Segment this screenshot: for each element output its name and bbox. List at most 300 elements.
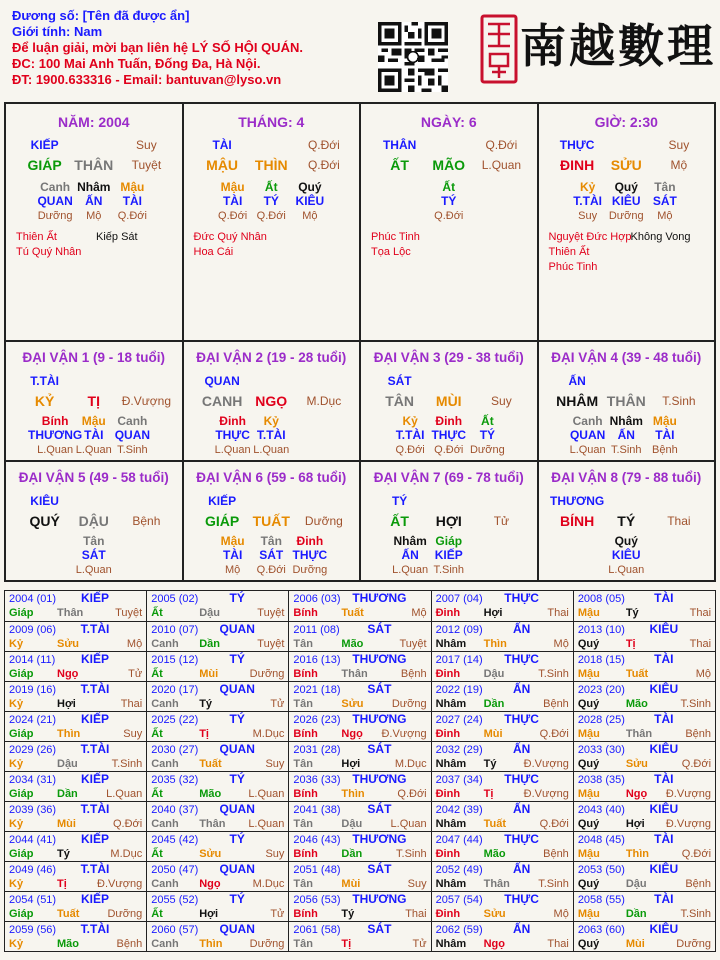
year-star: THƯƠNG: [352, 892, 407, 906]
year-cell: [574, 802, 715, 831]
hidden-star: TÝ: [441, 194, 457, 208]
year-label: 2032 (29): [435, 744, 483, 756]
year-stage: Q.Đới: [681, 758, 712, 770]
dai-van-title: ĐẠI VẬN 2 (19 - 28 tuổi): [196, 350, 347, 365]
dai-van-stem: BÍNH: [559, 513, 595, 529]
year-stem: Bính: [293, 908, 318, 920]
year-stem: Tân: [293, 878, 313, 890]
year-star: THƯƠNG: [352, 832, 407, 846]
dai-van-title: ĐẠI VẬN 6 (59 - 68 tuổi): [196, 470, 347, 485]
year-stem: Ất: [151, 668, 163, 680]
hidden-stage: Dưỡng: [292, 564, 328, 576]
year-stem: Nhâm: [435, 878, 467, 890]
hidden-stage: T.Sinh: [117, 444, 148, 456]
year-stage: Mộ: [126, 638, 143, 650]
year-star: ẤN: [512, 802, 531, 816]
chart-grid: [4, 102, 716, 582]
year-row: [5, 681, 715, 711]
year-stage: T.Sinh: [680, 698, 712, 710]
year-cell: [574, 892, 715, 921]
phone-email: ĐT: 1900.633316 - Email: bantuvan@lyso.vn: [12, 72, 282, 87]
year-stem: Tân: [293, 938, 313, 950]
year-stage: Bệnh: [685, 878, 712, 890]
hidden-star: KIÊU: [611, 194, 641, 208]
year-stage: Thai: [547, 938, 569, 950]
year-star: KIẾP: [80, 591, 110, 605]
year-label: 2042 (39): [435, 804, 483, 816]
hidden-star: SÁT: [652, 194, 677, 208]
year-stem: Bính: [293, 788, 318, 800]
year-stem: Canh: [151, 698, 179, 710]
year-star: KIẾP: [80, 892, 110, 906]
earthly-branch: SỬU: [610, 157, 642, 173]
year-stem: Mậu: [577, 668, 600, 680]
year-branch: Hợi: [341, 758, 361, 770]
year-label: 2020 (17): [151, 684, 199, 696]
hidden-stage: L.Quan: [37, 444, 74, 456]
year-stem: Mậu: [577, 848, 600, 860]
year-label: 2051 (48): [293, 864, 341, 876]
year-branch: Ngọ: [57, 668, 79, 680]
year-branch: Tý: [199, 698, 213, 710]
hidden-stem: Kỷ: [402, 414, 418, 428]
branch-stage: Tuyệt: [131, 158, 162, 172]
hidden-stage: Dưỡng: [608, 210, 644, 222]
hidden-star: TÀI: [122, 194, 143, 208]
year-cell: [432, 591, 574, 621]
hidden-stage: Mộ: [302, 210, 318, 222]
year-stem: Quý: [577, 818, 600, 830]
year-stage: Q.Đới: [397, 788, 427, 800]
year-stage: Mộ: [695, 668, 712, 680]
year-star: TÝ: [229, 832, 245, 846]
dai-van-star: SÁT: [387, 374, 412, 388]
year-stage: Tuyệt: [399, 638, 427, 650]
year-cell: [147, 802, 289, 831]
year-stem: Kỷ: [9, 938, 24, 950]
year-cell: [432, 622, 574, 651]
year-cell: [432, 682, 574, 711]
year-label: 2052 (49): [435, 864, 483, 876]
hidden-stem: Canh: [117, 414, 148, 428]
year-stem: Canh: [151, 878, 179, 890]
year-stage: Đ.Vượng: [523, 758, 569, 770]
year-branch: Thìn: [199, 938, 223, 950]
year-star: T.TÀI: [80, 622, 110, 636]
stem-star: THỰC: [559, 138, 595, 152]
year-stem: Ất: [151, 607, 163, 619]
year-label: 2056 (53): [293, 894, 341, 906]
year-stem: Tân: [293, 818, 313, 830]
year-star: TÝ: [229, 892, 245, 906]
year-stage: T.Sinh: [111, 758, 143, 770]
logo-text: 南越數理: [520, 19, 716, 73]
year-stage: Mộ: [553, 908, 569, 920]
dai-van-title: ĐẠI VẬN 3 (29 - 38 tuổi): [373, 350, 524, 365]
year-branch: Dần: [625, 908, 647, 920]
year-star: KIẾP: [80, 652, 110, 666]
year-stem: Canh: [151, 758, 179, 770]
year-branch: Mão: [341, 638, 364, 650]
dai-van-cell: [361, 342, 539, 460]
year-cell: [147, 742, 289, 771]
year-star: TÀI: [654, 712, 674, 726]
dai-van-stage: Suy: [491, 394, 512, 408]
year-cell: [289, 622, 431, 651]
year-row: [5, 621, 715, 651]
year-cell: [5, 712, 147, 741]
hidden-stem: Ất: [442, 180, 456, 194]
year-label: 2018 (15): [577, 654, 625, 666]
hidden-star: TÀI: [222, 194, 243, 208]
year-label: 2039 (36): [9, 804, 57, 816]
year-label: 2038 (35): [577, 774, 625, 786]
year-cell: [289, 591, 431, 621]
year-branch: Thìn: [483, 638, 507, 650]
year-star: KIÊU: [649, 802, 679, 816]
year-label: 2006 (03): [293, 593, 341, 605]
year-star: QUAN: [219, 862, 255, 876]
year-cell: [289, 922, 431, 951]
year-label: 2045 (42): [151, 834, 199, 846]
year-star: THƯƠNG: [352, 712, 407, 726]
hidden-stem: Tân: [260, 534, 282, 548]
year-cell: [574, 862, 715, 891]
year-cell: [289, 682, 431, 711]
year-stem: Quý: [577, 758, 600, 770]
year-branch: Thân: [483, 878, 510, 890]
address: ĐC: 100 Mai Anh Tuấn, Đống Đa, Hà Nội.: [12, 56, 261, 71]
branch-stage: Mộ: [670, 158, 688, 172]
year-star: THƯƠNG: [352, 591, 407, 605]
year-branch: Sửu: [625, 758, 648, 770]
year-stage: Thai: [120, 698, 143, 710]
year-branch: Thân: [625, 728, 653, 740]
spirit: Nguyệt Đức Hợp: [548, 231, 632, 243]
year-star: KIẾP: [80, 712, 110, 726]
hidden-star: TÀI: [84, 428, 104, 442]
year-branch: Ngọ: [199, 878, 221, 890]
year-branch: Tị: [625, 638, 636, 650]
year-cell: [147, 892, 289, 921]
hidden-stage: L.Quan: [608, 564, 645, 576]
year-stage: Bệnh: [543, 848, 569, 860]
heavenly-stem: MẬU: [206, 157, 239, 173]
year-cell: [147, 922, 289, 951]
year-cell: [5, 742, 147, 771]
year-branch: Hợi: [57, 698, 76, 710]
year-cell: [289, 652, 431, 681]
year-stem: Giáp: [9, 668, 34, 680]
year-branch: Dậu: [341, 818, 363, 830]
year-star: KIÊU: [649, 682, 679, 696]
stem-star: TÀI: [212, 138, 232, 152]
year-label: 2037 (34): [435, 774, 483, 786]
year-stem: Bính: [293, 728, 318, 740]
year-label: 2049 (46): [9, 864, 57, 876]
year-label: 2047 (44): [435, 834, 483, 846]
year-branch: Mùi: [341, 878, 361, 890]
year-cell: [5, 622, 147, 651]
pillar-title: GIỜ: 2:30: [594, 114, 658, 130]
year-stem: Kỷ: [9, 698, 24, 710]
dai-van-stage: Tử: [493, 514, 510, 528]
year-star: T.TÀI: [80, 802, 110, 816]
hidden-stage: Q.Đới: [434, 444, 464, 456]
year-label: 2012 (09): [435, 624, 483, 636]
year-branch: Sửu: [199, 848, 222, 860]
year-stage: Thai: [547, 607, 569, 619]
year-label: 2017 (14): [435, 654, 483, 666]
year-stage: Mộ: [553, 638, 569, 650]
hidden-stage: L.Quan: [214, 444, 251, 456]
year-cell: [5, 682, 147, 711]
year-label: 2010 (07): [151, 624, 199, 636]
hidden-star: TÝ: [263, 194, 279, 208]
year-stem: Nhâm: [435, 638, 467, 650]
year-cell: [574, 652, 715, 681]
year-cell: [574, 712, 715, 741]
hidden-star: QUAN: [114, 428, 151, 442]
hidden-stage: Q.Đới: [256, 564, 286, 576]
year-cell: [574, 742, 715, 771]
hidden-star: QUAN: [569, 428, 606, 442]
year-stem: Quý: [577, 698, 600, 710]
year-star: SÁT: [367, 622, 392, 636]
year-label: 2048 (45): [577, 834, 625, 846]
dai-van-star: TÝ: [391, 494, 408, 508]
dai-van-star: QUAN: [204, 374, 240, 388]
spirit: Tọa Lộc: [371, 246, 411, 258]
hidden-stem: Ất: [481, 414, 494, 428]
year-label: 2019 (16): [9, 684, 57, 696]
year-stem: Canh: [151, 638, 179, 650]
year-star: ẤN: [512, 622, 531, 636]
year-stem: Ất: [151, 908, 163, 920]
pillar-cell: [184, 104, 362, 340]
hidden-star: THỰC: [215, 428, 250, 442]
hidden-stem: Nhâm: [393, 534, 427, 548]
owner-name: Đương số: [Tên đã được ẩn]: [12, 8, 190, 23]
year-branch: Tuất: [483, 818, 507, 830]
year-stage: Tuyệt: [257, 607, 285, 619]
year-stem: Kỷ: [9, 818, 24, 830]
hidden-stem: Đinh: [435, 414, 463, 428]
year-stem: Đinh: [435, 908, 461, 920]
year-stage: M.Dục: [394, 758, 427, 770]
year-branch: Thân: [341, 668, 368, 680]
year-star: KIẾP: [80, 772, 110, 786]
year-star: KIÊU: [649, 922, 679, 936]
dai-van-cell: [184, 462, 362, 580]
dai-van-title: ĐẠI VẬN 4 (39 - 48 tuổi): [551, 350, 702, 365]
hidden-stage: Dưỡng: [469, 444, 505, 456]
year-star: TÀI: [654, 832, 674, 846]
year-star: QUAN: [219, 682, 255, 696]
year-stem: Giáp: [9, 848, 34, 860]
hidden-stem: Nhâm: [77, 180, 111, 194]
year-label: 2016 (13): [293, 654, 341, 666]
spirit: Thiên Ất: [548, 246, 590, 258]
branch-stage: Q.Đới: [307, 158, 340, 172]
year-stage: Thai: [405, 908, 427, 920]
hidden-stem: Mậu: [220, 534, 245, 548]
hidden-stage: Mộ: [86, 210, 102, 222]
year-star: TÀI: [654, 772, 674, 786]
year-star: TÝ: [229, 712, 245, 726]
year-stem: Bính: [293, 668, 318, 680]
year-cell: [432, 652, 574, 681]
hidden-star: THƯƠNG: [28, 428, 83, 442]
pillar-title: THÁNG: 4: [238, 114, 305, 130]
year-branch: Sửu: [341, 698, 364, 710]
year-stage: Bệnh: [543, 698, 569, 710]
year-cell: [574, 922, 715, 951]
year-star: THỰC: [504, 832, 539, 846]
dai-van-branch: MÙI: [435, 393, 462, 409]
year-star: QUAN: [219, 622, 255, 636]
year-star: QUAN: [219, 922, 255, 936]
pillar-cell: [6, 104, 184, 340]
year-branch: Dần: [341, 848, 363, 860]
year-stem: Đinh: [435, 668, 461, 680]
hidden-stem: Kỷ: [263, 414, 279, 428]
dai-van-title: ĐẠI VẬN 7 (69 - 78 tuổi): [373, 470, 524, 485]
year-stage: Tuyệt: [115, 607, 143, 619]
year-stage: Bệnh: [400, 668, 427, 680]
hidden-stem: Nhâm: [609, 414, 643, 428]
year-branch: Tý: [483, 758, 497, 770]
hidden-stage: Q.Đới: [218, 210, 248, 222]
hidden-stage: L.Quan: [569, 444, 606, 456]
brand-logo: [480, 8, 716, 88]
dai-van-title: ĐẠI VẬN 8 (79 - 88 tuổi): [551, 470, 702, 485]
hidden-star: KIÊU: [611, 548, 641, 562]
dai-van-row-1: [6, 340, 714, 460]
heavenly-stem: ĐINH: [559, 157, 595, 173]
dai-van-branch: TUẤT: [252, 513, 290, 529]
year-stem: Mậu: [577, 607, 600, 619]
year-cell: [574, 832, 715, 861]
year-branch: Thìn: [341, 788, 365, 800]
hidden-stem: Canh: [40, 180, 71, 194]
year-star: TÀI: [654, 591, 674, 605]
hidden-stage: T.Sinh: [433, 564, 465, 576]
year-row: [5, 801, 715, 831]
heavenly-stem: GIÁP: [27, 157, 62, 173]
hidden-stem: Đinh: [219, 414, 246, 428]
stem-stage: Q.Đới: [307, 138, 340, 152]
year-stem: Đinh: [435, 848, 461, 860]
year-stem: Mậu: [577, 728, 600, 740]
year-stage: Tuyệt: [257, 638, 285, 650]
dai-van-title: ĐẠI VẬN 5 (49 - 58 tuổi): [18, 470, 169, 485]
year-stem: Quý: [577, 638, 600, 650]
year-stage: L.Quan: [106, 788, 143, 800]
year-label: 2050 (47): [151, 864, 199, 876]
year-branch: Tuất: [625, 668, 649, 680]
year-stem: Ất: [151, 788, 163, 800]
year-stem: Tân: [293, 698, 313, 710]
year-cell: [289, 772, 431, 801]
year-stage: M.Dục: [252, 728, 285, 740]
earthly-branch: MÃO: [432, 157, 466, 173]
dai-van-branch: TÝ: [617, 513, 636, 529]
hidden-stage: Dưỡng: [37, 210, 73, 222]
year-label: 2021 (18): [293, 684, 341, 696]
year-label: 2029 (26): [9, 744, 57, 756]
hidden-stem: Mậu: [120, 180, 145, 194]
year-branch: Tuất: [57, 908, 80, 920]
hidden-stem: Tân: [83, 534, 105, 548]
year-stem: Canh: [151, 938, 179, 950]
qr-code-icon: [378, 22, 448, 92]
year-label: 2023 (20): [577, 684, 625, 696]
hidden-stem: Kỷ: [579, 180, 596, 194]
year-star: KIÊU: [649, 862, 679, 876]
year-cell: [432, 712, 574, 741]
hidden-star: ẤN: [617, 428, 635, 442]
dai-van-stem: ẤT: [390, 513, 409, 529]
year-stage: Suy: [407, 878, 427, 890]
year-star: T.TÀI: [80, 922, 110, 936]
year-branch: Tuất: [341, 607, 364, 619]
branch-stage: L.Quan: [481, 158, 522, 172]
dai-van-cell: [6, 462, 184, 580]
hidden-star: ẤN: [85, 194, 103, 208]
year-cell: [5, 591, 147, 621]
year-cell: [147, 772, 289, 801]
year-label: 2063 (60): [577, 924, 625, 936]
year-branch: Dậu: [483, 668, 505, 680]
dai-van-star: ẤN: [568, 374, 586, 388]
year-cell: [147, 712, 289, 741]
year-stage: Thai: [689, 638, 712, 650]
year-label: 2022 (19): [435, 684, 483, 696]
dai-van-cell: [539, 462, 715, 580]
hidden-star: THỰC: [431, 428, 467, 442]
year-cell: [289, 712, 431, 741]
year-branch: Dậu: [57, 758, 78, 770]
year-cell: [5, 652, 147, 681]
year-label: 2040 (37): [151, 804, 199, 816]
year-star: SÁT: [367, 862, 392, 876]
year-stage: L.Quan: [390, 818, 427, 830]
year-stem: Quý: [577, 938, 600, 950]
year-label: 2054 (51): [9, 894, 57, 906]
hidden-stem: Mậu: [652, 414, 677, 428]
spirit: Thiên Ất: [16, 231, 57, 243]
year-branch: Hợi: [199, 908, 219, 920]
year-stage: Đ.Vượng: [523, 788, 569, 800]
pillar-title: NĂM: 2004: [57, 114, 130, 130]
year-label: 2004 (01): [9, 593, 57, 605]
year-stage: M.Dục: [110, 848, 143, 860]
year-cell: [289, 832, 431, 861]
dai-van-stem: NHÂM: [556, 393, 599, 409]
year-stem: Ất: [151, 848, 163, 860]
year-label: 2057 (54): [435, 894, 483, 906]
year-stage: Q.Đới: [539, 818, 569, 830]
year-stem: Nhâm: [435, 698, 467, 710]
dai-van-stem: TÂN: [385, 393, 414, 409]
year-star: THỰC: [504, 652, 539, 666]
year-stage: Đ.Vượng: [381, 728, 427, 740]
heavenly-stem: ẤT: [390, 157, 409, 173]
year-branch: Mùi: [483, 728, 503, 740]
year-branch: Dần: [483, 698, 505, 710]
year-label: 2035 (32): [151, 774, 199, 786]
